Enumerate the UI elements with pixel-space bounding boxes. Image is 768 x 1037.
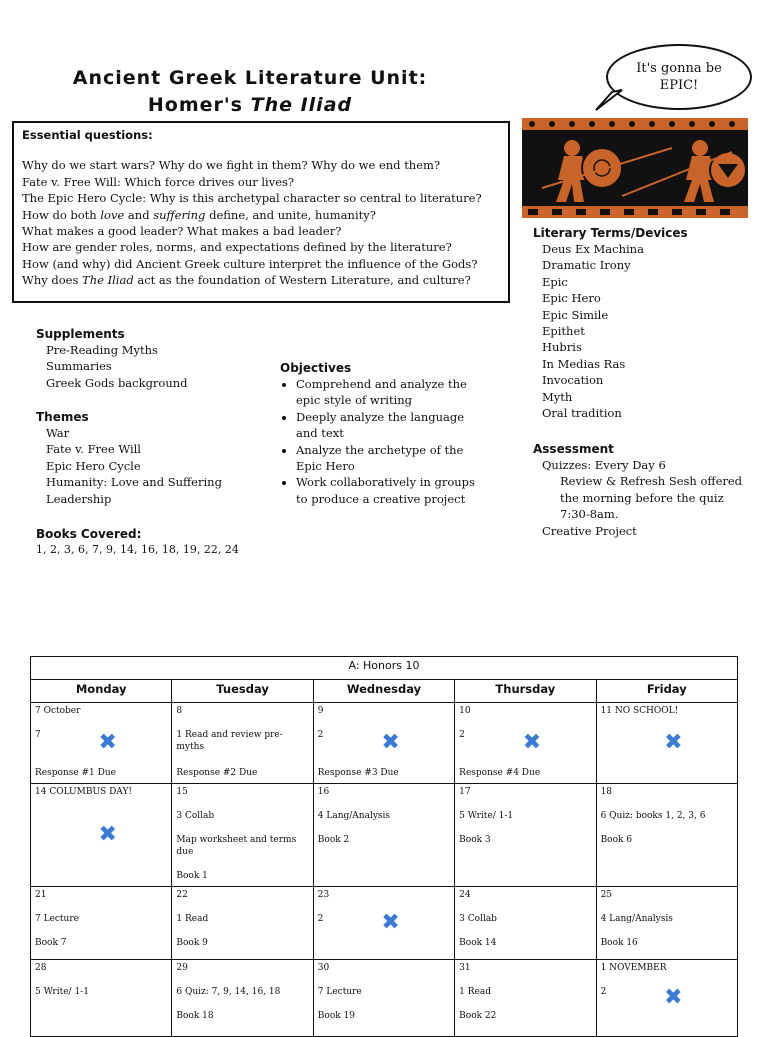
calendar-footer: Response #4 Due <box>459 768 541 778</box>
calendar-cell-content <box>35 889 167 957</box>
calendar-week-row <box>31 960 738 1037</box>
question-item: How are gender roles, norms, and expectations defined by the literature? <box>22 240 452 255</box>
objectives-list <box>280 376 480 507</box>
assessment-review: Review & Refresh Sesh offered the morning before the quiz 7:30-8am. <box>560 474 743 522</box>
calendar-week-row <box>31 784 738 887</box>
calendar-entry: 6 Quiz: books 1, 2, 3, 6 <box>600 811 706 821</box>
calendar-date: 30 <box>317 963 330 973</box>
list-item: • Analyze the archetype of the Epic Hero <box>296 442 480 475</box>
list-item: Deus Ex Machina <box>542 242 644 256</box>
calendar-entry: Book 18 <box>176 1011 214 1021</box>
calendar-date: 23 <box>317 890 330 900</box>
books-list: 1, 2, 3, 6, 7, 9, 14, 16, 18, 19, 22, 24 <box>36 543 239 556</box>
calendar-cell-content <box>176 962 308 1034</box>
calendar-entry: 2 <box>317 914 324 924</box>
list-item: • Work collaboratively in groups to produce a creative project <box>296 474 480 507</box>
calendar-entry: 4 Lang/Analysis <box>317 811 391 821</box>
calendar-day-cell <box>596 887 737 960</box>
greek-vase-warriors-image <box>522 118 748 218</box>
x-mark-icon: ✖ <box>98 730 117 755</box>
calendar-entry: 5 Write/ 1-1 <box>459 811 514 821</box>
themes-section <box>36 409 276 507</box>
calendar-cell-content <box>601 705 733 781</box>
question-text: How do both <box>22 207 101 222</box>
literary-terms-heading: Literary Terms/Devices <box>533 226 688 240</box>
calendar-day-cell <box>313 887 454 960</box>
list-item: Dramatic Irony <box>542 258 631 273</box>
calendar-date: 15 <box>176 787 188 797</box>
list-item: Invocation <box>542 373 604 388</box>
list-item: Humanity: Love and Suffering <box>46 475 222 490</box>
calendar-footer: Response #3 Due <box>317 768 399 778</box>
calendar-entry: 1 Read <box>459 987 491 997</box>
subtitle-book-title: The Iliad <box>250 94 353 116</box>
supplements-section <box>36 326 276 391</box>
day-header: Monday <box>31 680 172 703</box>
question-item: Why do we start wars? Why do we fight in them? Why do we end them? <box>22 158 441 173</box>
calendar-title: A: Honors 10 <box>31 657 738 680</box>
calendar-cell-content <box>459 889 591 957</box>
calendar-day-cell <box>31 784 172 887</box>
calendar-entry: 2 <box>600 987 607 997</box>
calendar-date: 25 <box>600 890 613 900</box>
list-item: • Comprehend and analyze the epic style of writing <box>296 376 480 409</box>
calendar-date: 10 <box>459 706 471 716</box>
calendar-day-cell <box>172 703 313 784</box>
themes-heading: Themes <box>36 410 89 424</box>
question-emphasis: suffering <box>153 207 206 222</box>
question-emphasis: The Iliad <box>82 273 134 288</box>
calendar-cell-content <box>459 962 591 1034</box>
calendar-day-cell <box>313 960 454 1037</box>
calendar-entry: Book 1 <box>176 871 208 881</box>
list-item: Epic <box>542 274 568 289</box>
calendar-day-cell <box>455 960 596 1037</box>
calendar-footer: Response #1 Due <box>35 768 116 778</box>
calendar-entry: 3 Collab <box>459 914 497 924</box>
calendar-day-cell <box>31 887 172 960</box>
list-item: Epic Simile <box>542 307 609 322</box>
question-text: act as the foundation of Western Literature, and culture? <box>133 273 471 288</box>
x-mark-icon: ✖ <box>664 730 683 755</box>
calendar-entry: 7 Lecture <box>35 914 79 924</box>
list-item: In Medias Ras <box>542 356 626 371</box>
calendar-date: 24 <box>459 890 471 900</box>
calendar-date: 11 NO SCHOOL! <box>600 706 679 716</box>
list-item: Greek Gods background <box>46 375 188 390</box>
list-item: • Deeply analyze the language and text <box>296 409 480 442</box>
objectives-section <box>280 360 480 507</box>
assessment-quizzes: Quizzes: Every Day 6 <box>542 458 666 472</box>
calendar-day-cell <box>313 784 454 887</box>
calendar-cell-content <box>318 786 450 884</box>
calendar-entry: Book 2 <box>317 835 350 845</box>
assessment-list <box>533 457 743 539</box>
calendar-date: 1 NOVEMBER <box>600 963 667 973</box>
calendar-entry: Map worksheet and terms due <box>176 835 297 857</box>
list-item: Epic Hero <box>542 291 601 306</box>
calendar-entry: Book 7 <box>35 938 67 948</box>
calendar-entry: 1 Read and review pre-myths <box>176 730 283 752</box>
calendar-cell-content <box>601 786 733 884</box>
calendar-day-cell <box>313 703 454 784</box>
calendar-cell-content <box>176 786 308 884</box>
calendar-entry: Book 9 <box>176 938 208 948</box>
calendar-date: 28 <box>35 963 47 973</box>
calendar-day-cell <box>172 784 313 887</box>
literary-terms-list <box>533 241 743 421</box>
calendar-entry: Book 3 <box>459 835 491 845</box>
day-header: Tuesday <box>172 680 313 703</box>
day-header: Wednesday <box>313 680 454 703</box>
calendar-footer: Response #2 Due <box>176 768 258 778</box>
question-item: Fate v. Free Will: Which force drives our lives? <box>22 174 295 189</box>
calendar-day-cell <box>596 960 737 1037</box>
question-text: define, and unite, humanity? <box>205 207 376 222</box>
calendar-date: 14 COLUMBUS DAY! <box>35 787 132 797</box>
assessment-creative: Creative Project <box>542 523 637 538</box>
calendar-entry: Book 14 <box>459 938 497 948</box>
question-text: and <box>124 207 154 222</box>
list-item: Epithet <box>542 324 585 339</box>
calendar-entry: 3 Collab <box>176 811 215 821</box>
calendar-cell-content <box>318 889 450 957</box>
essential-questions-heading: Essential questions: <box>22 128 153 142</box>
question-item <box>22 272 500 288</box>
x-mark-icon: ✖ <box>522 730 542 755</box>
list-item: Leadership <box>46 491 112 506</box>
calendar-date: 8 <box>176 706 183 716</box>
calendar-entry: 5 Write/ 1-1 <box>35 987 89 997</box>
question-item <box>22 207 500 223</box>
calendar-cell-content <box>35 705 167 781</box>
calendar-date: 18 <box>600 787 613 797</box>
essential-questions-box <box>12 121 510 303</box>
objectives-heading: Objectives <box>280 361 352 375</box>
list-item: Myth <box>542 389 573 404</box>
calendar-entry: Book 6 <box>600 835 633 845</box>
calendar-date: 31 <box>459 963 471 973</box>
speech-bubble-tail-icon <box>590 88 630 114</box>
list-item: Epic Hero Cycle <box>46 458 141 473</box>
assessment-heading: Assessment <box>533 442 614 456</box>
calendar-date: 17 <box>459 787 471 797</box>
calendar-cell-content <box>459 786 591 884</box>
speech-bubble-text: It's gonna be EPIC! <box>636 61 722 93</box>
calendar-table <box>30 656 738 1037</box>
books-section <box>36 526 296 558</box>
question-item: What makes a good leader? What makes a bad leader? <box>22 224 342 239</box>
calendar-entry: 7 <box>35 730 41 740</box>
calendar-entry: Book 22 <box>459 1011 497 1021</box>
question-item: How (and why) did Ancient Greek culture interpret the influence of the Gods? <box>22 256 478 271</box>
x-mark-icon: ✖ <box>98 822 117 847</box>
calendar-date: 7 October <box>35 706 81 716</box>
calendar-week-row <box>31 703 738 784</box>
literary-terms-section <box>533 225 743 421</box>
calendar-week-row <box>31 887 738 960</box>
supplements-list <box>36 342 276 391</box>
calendar-day-cell <box>455 784 596 887</box>
calendar-entry: 2 <box>459 730 465 740</box>
calendar-entry: 6 Quiz: 7, 9, 14, 16, 18 <box>176 987 281 997</box>
calendar-cell-content <box>318 705 450 781</box>
question-text: Why does <box>22 273 83 288</box>
calendar-entry: Book 16 <box>600 938 638 948</box>
calendar-day-cell <box>596 703 737 784</box>
calendar-date: 29 <box>176 963 188 973</box>
supplements-heading: Supplements <box>36 327 125 341</box>
calendar-cell-content <box>176 889 308 957</box>
calendar-entry: Book 19 <box>317 1011 355 1021</box>
calendar-cell-content <box>176 705 308 781</box>
page-title: Ancient Greek Literature Unit: <box>72 67 428 89</box>
day-header: Friday <box>596 680 737 703</box>
question-emphasis: love <box>100 207 125 222</box>
x-mark-icon: ✖ <box>381 910 400 935</box>
calendar-date: 16 <box>317 787 330 797</box>
calendar-day-cell <box>172 960 313 1037</box>
day-header: Thursday <box>455 680 596 703</box>
subtitle-prefix: Homer's <box>147 94 251 116</box>
x-mark-icon: ✖ <box>381 730 400 755</box>
x-mark-icon: ✖ <box>664 985 683 1010</box>
calendar-cell-content <box>318 962 450 1034</box>
list-item: Fate v. Free Will <box>46 442 141 457</box>
list-item: Oral tradition <box>542 406 622 421</box>
list-item: Hubris <box>542 340 582 355</box>
calendar-day-cell <box>455 887 596 960</box>
calendar-date: 21 <box>35 890 47 900</box>
calendar-day-cell <box>31 703 172 784</box>
calendar-cell-content <box>35 962 167 1034</box>
list-item: Summaries <box>46 359 112 374</box>
calendar-date: 9 <box>317 706 324 716</box>
themes-list <box>36 425 276 507</box>
calendar-entry: 2 <box>317 730 324 740</box>
books-heading: Books Covered: <box>36 527 142 541</box>
question-item: The Epic Hero Cycle: Why is this archetypal character so central to literature? <box>22 191 482 206</box>
calendar-cell-content <box>601 962 733 1034</box>
list-item: War <box>46 426 70 440</box>
page-subtitle <box>0 93 500 117</box>
list-item: Pre-Reading Myths <box>46 343 158 357</box>
calendar-day-cell <box>31 960 172 1037</box>
calendar-date: 22 <box>176 890 188 900</box>
calendar-day-cell <box>596 784 737 887</box>
calendar-cell-content <box>601 889 733 957</box>
calendar-entry: 1 Read <box>176 914 209 924</box>
calendar-cell-content <box>459 705 591 781</box>
calendar-cell-content <box>35 786 167 884</box>
calendar-entry: 4 Lang/Analysis <box>600 914 673 924</box>
calendar-day-cell <box>455 703 596 784</box>
calendar-entry: 7 Lecture <box>317 987 362 997</box>
assessment-section <box>533 441 743 539</box>
calendar-day-cell <box>172 887 313 960</box>
